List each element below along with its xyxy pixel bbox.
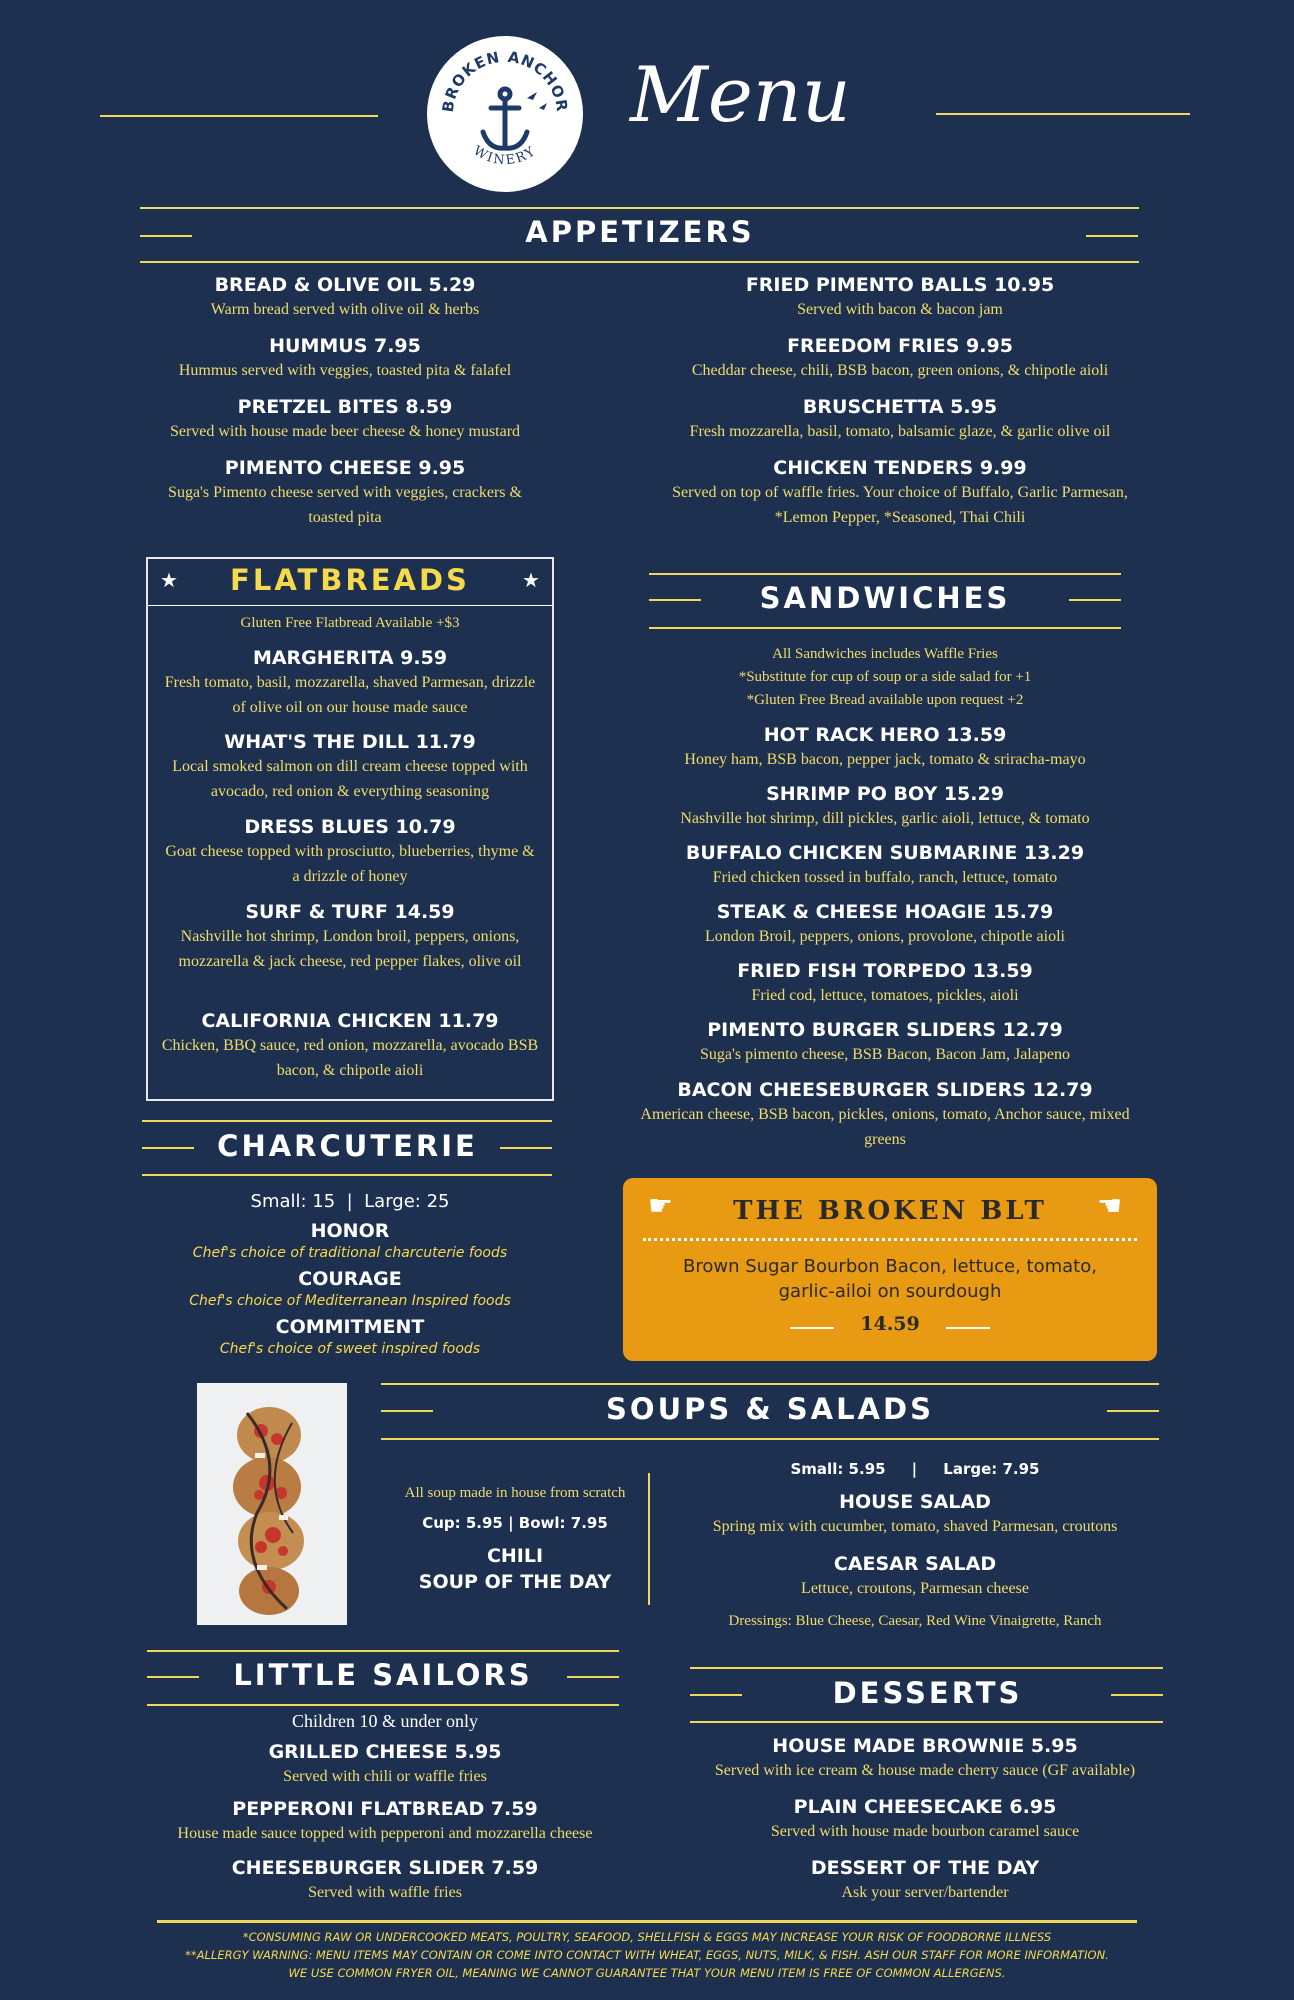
sandwich-item: STEAK & CHEESE HOAGIE 15.79 London Broil, peppers, onions, provolone, chipotle aioli — [705, 901, 1065, 945]
appetizers-rule-left — [140, 235, 192, 237]
bird-icon — [527, 92, 547, 110]
pointing-hand-left-icon: ☚ — [1097, 1189, 1123, 1222]
desserts-rule-right — [1111, 1694, 1163, 1696]
dessert-item: PLAIN CHEESECAKE 6.95 Served with house made bourbon caramel sauce — [770, 1796, 1080, 1840]
sandwich-item: FRIED FISH TORPEDO 13.59 Fried cod, lettuce, tomatoes, pickles, aioli — [737, 960, 1033, 1004]
kids-item: CHEESEBURGER SLIDER 7.59 Served with waffle fries — [231, 1857, 539, 1901]
soups-salads-rule-top — [381, 1383, 1159, 1385]
star-icon: ★ — [160, 568, 178, 592]
footer-disclaimer: **ALLERGY WARNING: MENU ITEMS MAY CONTAIN OR COME INTO CONTACT WITH WHEAT, EGGS, NUTS, MILK, & FISH. ASH OUR STAFF FOR MORE INFORMATION. — [185, 1948, 1109, 1962]
kids-item: PEPPERONI FLATBREAD 7.59 House made sauce topped with pepperoni and mozzarella cheese — [177, 1798, 593, 1842]
flatbreads-note: Gluten Free Flatbread Available +$3 — [240, 615, 460, 631]
bruschetta-photo — [197, 1383, 347, 1625]
logo-top-text: BROKEN ANCHOR — [438, 47, 572, 114]
appetizer-item: BRUSCHETTA 5.95 Fresh mozzarella, basil, tomato, balsamic glaze, & garlic olive oil — [689, 396, 1111, 440]
blt-price-ornament-left — [790, 1327, 834, 1329]
appetizer-item: PRETZEL BITES 8.59 Served with house made beer cheese & honey mustard — [169, 396, 521, 440]
appetizers-title: APPETIZERS — [525, 215, 755, 249]
blt-price-ornament-right — [946, 1327, 990, 1329]
pointing-hand-right-icon: ☛ — [648, 1189, 674, 1222]
appetizer-item: PIMENTO CHEESE 9.95 Suga's Pimento cheese served with veggies, crackers & toasted pita — [168, 457, 522, 526]
dessert-item: DESSERT OF THE DAY Ask your server/bartender — [810, 1857, 1040, 1901]
sandwich-item: SHRIMP PO BOY 15.29 Nashville hot shrimp, dill pickles, garlic aioli, lettuce, & tomato — [680, 783, 1090, 827]
sandwiches-title: SANDWICHES — [759, 581, 1011, 615]
soup-item: CHILI — [486, 1545, 544, 1567]
desserts-rule-bottom — [690, 1721, 1163, 1723]
desserts-title: DESSERTS — [832, 1676, 1023, 1710]
winery-logo — [427, 36, 583, 192]
soups-salads-divider — [648, 1473, 650, 1605]
appetizer-item: FREEDOM FRIES 9.95 Cheddar cheese, chili, BSB bacon, green onions, & chipotle aioli — [691, 335, 1109, 379]
sandwiches-note: All Sandwiches includes Waffle Fries — [772, 646, 998, 662]
sandwich-item: PIMENTO BURGER SLIDERS 12.79 Suga's pimento cheese, BSB Bacon, Bacon Jam, Jalapeno — [700, 1019, 1070, 1063]
appetizer-item: HUMMUS 7.95 Hummus served with veggies, toasted pita & falafel — [178, 335, 512, 379]
appetizer-item: CHICKEN TENDERS 9.99 Served on top of waffle fries. Your choice of Buffalo, Garlic Parmesan, *Lemon Pepper, *Seasoned, Thai Chili — [672, 457, 1128, 526]
anchor-icon — [483, 89, 527, 148]
charcuterie-rule-left — [142, 1147, 194, 1149]
soup-note: All soup made in house from scratch — [404, 1485, 626, 1501]
sandwiches-note: *Gluten Free Bread available upon request +2 — [746, 692, 1024, 708]
soup-sizes: Cup: 5.95 | Bowl: 7.95 — [422, 1514, 608, 1532]
menu-title: Menu — [630, 50, 851, 139]
little-sailors-rule-left — [147, 1676, 199, 1678]
flatbread-item: WHAT'S THE DILL 11.79 Local smoked salmon on dill cream cheese topped with avocado, red onion & everything seasoning — [172, 731, 528, 800]
soup-item: SOUP OF THE DAY — [418, 1571, 612, 1593]
soups-salads-rule-right — [1107, 1410, 1159, 1412]
footer-disclaimer: *CONSUMING RAW OR UNDERCOOKED MEATS, POULTRY, SEAFOOD, SHELLFISH & EGGS MAY INCREASE YOUR RISK OF FOODBORNE ILLNESS — [242, 1930, 1052, 1944]
appetizers-rule-top — [140, 207, 1139, 209]
blt-price: 14.59 — [860, 1313, 920, 1335]
flatbreads-title: FLATBREADS — [230, 563, 470, 597]
appetizers-rule-bottom — [140, 261, 1139, 263]
soups-salads-title: SOUPS & SALADS — [606, 1392, 934, 1426]
charcuterie-rule-top — [142, 1120, 552, 1122]
charcuterie-rule-bottom — [142, 1174, 552, 1176]
charcuterie-title: CHARCUTERIE — [217, 1129, 478, 1163]
salad-item: HOUSE SALAD Spring mix with cucumber, tomato, shaved Parmesan, croutons — [712, 1491, 1118, 1535]
sandwiches-rule-right — [1069, 599, 1121, 601]
logo-bottom-text: WINERY — [470, 143, 540, 169]
sandwich-item: BUFFALO CHICKEN SUBMARINE 13.29 Fried chicken tossed in buffalo, ranch, lettuce, tomato — [685, 842, 1085, 886]
flatbread-item: SURF & TURF 14.59 Nashville hot shrimp, London broil, peppers, onions, mozzarella & jack cheese, red pepper flakes, olive oil — [178, 901, 522, 970]
flatbreads-title-rule — [148, 605, 552, 606]
salad-sizes: Small: 5.95 | Large: 7.95 — [790, 1460, 1040, 1478]
footer-disclaimer: WE USE COMMON FRYER OIL, MEANING WE CANNOT GUARANTEE THAT YOUR MENU ITEM IS FREE OF COMMON ALLERGENS. — [288, 1966, 1006, 1980]
sandwich-item: HOT RACK HERO 13.59 Honey ham, BSB bacon, pepper jack, tomato & sriracha-mayo — [684, 724, 1086, 768]
sandwiches-rule-bottom — [649, 627, 1121, 629]
flatbread-item: CALIFORNIA CHICKEN 11.79 Chicken, BBQ sauce, red onion, mozzarella, avocado BSB bacon, & chipotle aioli — [161, 1010, 539, 1079]
sandwiches-rule-top — [649, 573, 1121, 575]
dessert-item: HOUSE MADE BROWNIE 5.95 Served with ice cream & house made cherry sauce (GF available) — [714, 1735, 1136, 1779]
appetizer-item: BREAD & OLIVE OIL 5.29 Warm bread served with olive oil & herbs — [210, 274, 480, 318]
sandwiches-rule-left — [649, 599, 701, 601]
charcuterie-rule-right — [500, 1147, 552, 1149]
charcuterie-sizes: Small: 15 | Large: 25 — [250, 1191, 450, 1212]
sandwich-item: BACON CHEESEBURGER SLIDERS 12.79 American cheese, BSB bacon, pickles, onions, tomato, Anchor sauce, mixed greens — [640, 1079, 1130, 1148]
blt-description: Brown Sugar Bourbon Bacon, lettuce, tomato, garlic-ailoi on sourdough — [683, 1256, 1097, 1302]
header-right-rule — [936, 113, 1190, 115]
little-sailors-rule-top — [147, 1650, 619, 1652]
header-left-rule — [100, 115, 378, 117]
little-sailors-rule-right — [567, 1676, 619, 1678]
appetizer-item: FRIED PIMENTO BALLS 10.95 Served with bacon & bacon jam — [745, 274, 1055, 318]
footer-rule — [157, 1920, 1137, 1923]
charcuterie-item: HONOR Chef's choice of traditional charcuterie foods — [192, 1220, 508, 1261]
soups-salads-rule-bottom — [381, 1438, 1159, 1440]
charcuterie-item: COMMITMENT Chef's choice of sweet inspired foods — [219, 1316, 481, 1357]
charcuterie-item: COURAGE Chef's choice of Mediterranean Inspired foods — [189, 1268, 511, 1309]
appetizers-rule-right — [1086, 235, 1138, 237]
desserts-rule-top — [690, 1667, 1163, 1669]
sandwiches-note: *Substitute for cup of soup or a side salad for +1 — [738, 669, 1032, 685]
blt-dotted-rule — [643, 1238, 1137, 1241]
desserts-rule-left — [690, 1694, 742, 1696]
salad-dressings: Dressings: Blue Cheese, Caesar, Red Wine Vinaigrette, Ranch — [728, 1613, 1102, 1629]
star-icon: ★ — [522, 568, 540, 592]
kids-item: GRILLED CHEESE 5.95 Served with chili or waffle fries — [268, 1741, 502, 1785]
flatbread-item: DRESS BLUES 10.79 Goat cheese topped with prosciutto, blueberries, thyme & a drizzle of honey — [165, 816, 535, 885]
flatbread-item: MARGHERITA 9.59 Fresh tomato, basil, mozzarella, shaved Parmesan, drizzle of olive oil on our house made sauce — [164, 647, 536, 716]
little-sailors-title: LITTLE SAILORS — [233, 1658, 533, 1692]
soups-salads-rule-left — [381, 1410, 433, 1412]
blt-title: THE BROKEN BLT — [733, 1196, 1047, 1226]
salad-item: CAESAR SALAD Lettuce, croutons, Parmesan cheese — [801, 1553, 1029, 1597]
little-sailors-rule-bottom — [147, 1704, 619, 1706]
little-sailors-note: Children 10 & under only — [292, 1711, 478, 1731]
